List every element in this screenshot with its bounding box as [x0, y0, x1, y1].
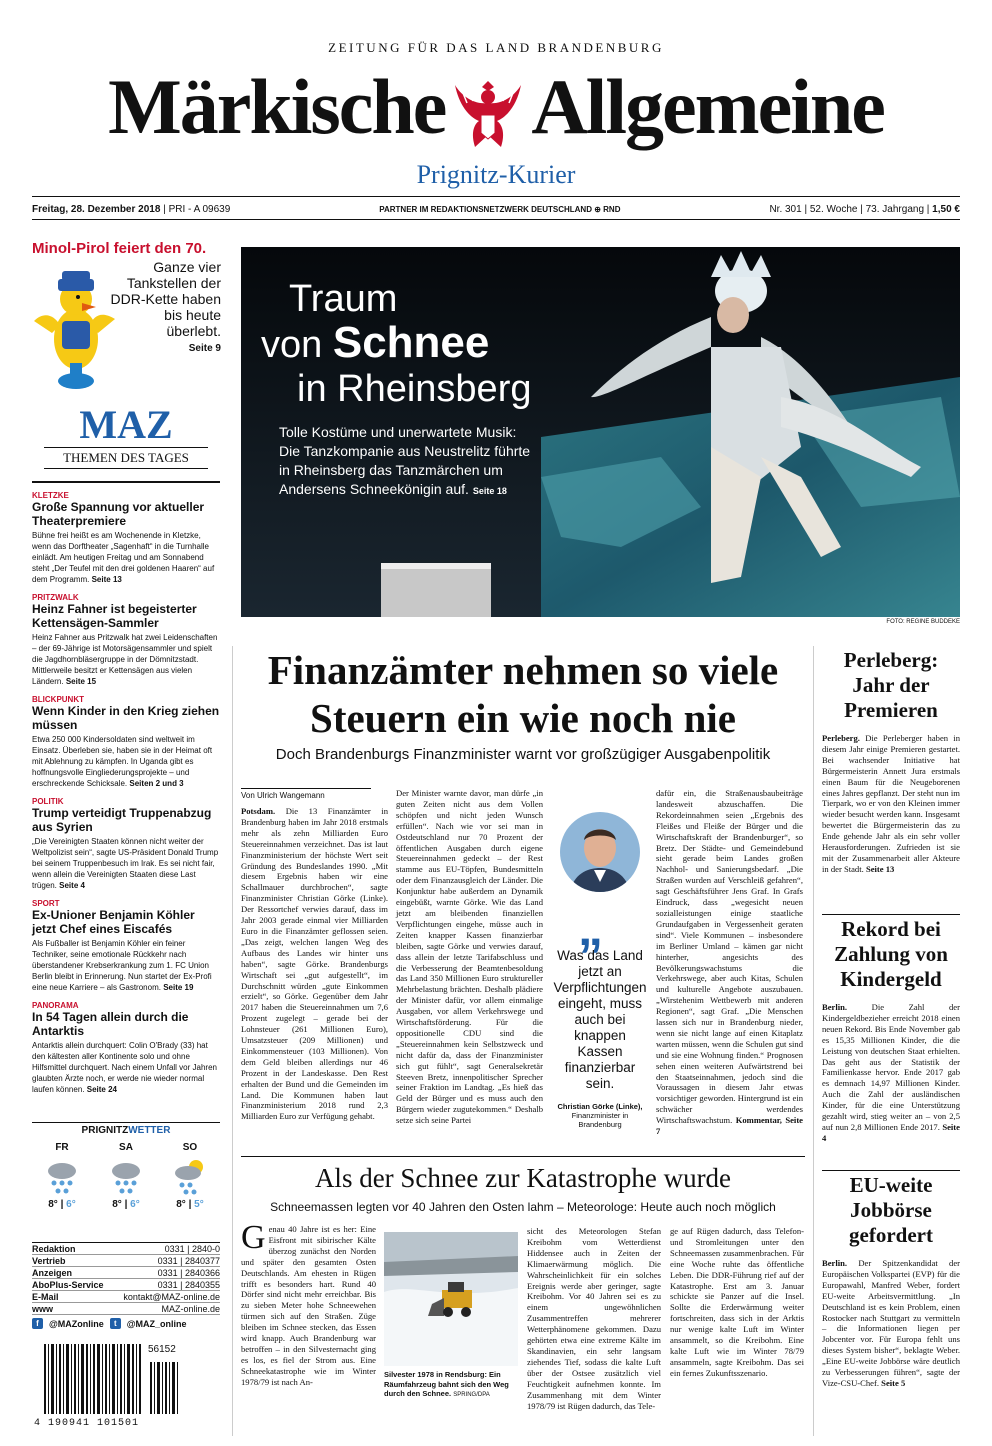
themen-rubric: BLICKPUNKT [32, 695, 84, 704]
hero-title-line3: in Rheinsberg [297, 368, 532, 410]
themen-label: THEMEN DES TAGES [44, 447, 208, 469]
themen-body: „Die Vereinigten Staaten können nicht weiter der Weltpolizist sein“, sagte US-Präsident Donald Trump bei seinem Truppenbesuch im Irak. Es sei nicht fair, wenn allein die Vereinigten Staaten diese Last trügen. Seite 4 [32, 837, 219, 890]
partner-line: PARTNER IM REDAKTIONSNETZWERK DEUTSCHLAND ⊕ RND [379, 204, 621, 214]
main-byline: Von Ulrich Wangemann [241, 788, 371, 800]
weather-temps: 8° | 5° [176, 1199, 204, 1210]
themen-item[interactable] [32, 695, 220, 789]
main-column-1: Potsdam. Die 13 Finanzämter in Brandenburg haben im Jahr 2018 erstmals mehr als zehn Milliarden Euro Steuereinnahmen verzeichnet. Das ist laut Finanzministerium der höchste Wert seit Gründung des Bundeslandes 1990. „Mit diesem Ergebnis haben wir eine Schallmauer durchbrochen“, sagte Finanzminister Christian Görke (Linke). Der Ressortchef verwies darauf, dass im Jahr 2003 gerade einmal vier Milliarden Euro in die Finanzämter geflossen seien. „Das zeigt, welchen langen Weg des Aufbaus des Landes wir hinter uns haben“, sagte Görke. Brandenburgs Wirtschaft sei „gut aufgestellt“, im Durchschnitt würden „gute Einkommen erzielt“, so Görke. Gegenüber dem Jahr 2017 haben die Steuereinnahmen um 7,6 Prozent zugelegt – gerade bei der Lohnsteuer (261 Millionen Euro), Umsatzsteuer (209 Millionen) und Einkommensteuer (103 Millionen). Von dem Geld bleiben allerdings nur 46 Prozent in der Landeskasse. Den Rest erhalten der Bund und die Gemeinden im Land. Die Kommunen haben laut Finanzministerium 2018 rund 2,3 Milliarden Euro zur Verfügung gehabt. [241, 806, 388, 1122]
contact-row[interactable]: www MAZ-online.de [32, 1304, 220, 1314]
themen-body: Antarktis allein durchquert: Colin O'Brady (33) hat den kältesten aller Kontinente solo und ohne Hilfsmittel durchquert. Nach einem Unfall vor Jahren glaubten Ärzte noch, er werde nie wieder normal laufen können. Seite 24 [32, 1041, 217, 1094]
twitter-handle[interactable]: @MAZ_online [126, 1318, 187, 1329]
masthead-title-right: Allgemeine [531, 63, 884, 150]
column-divider [813, 646, 814, 1436]
teaser-page-ref[interactable]: Seite 9 [188, 343, 221, 354]
contact-row: Anzeigen 0331 | 2840366 [32, 1268, 220, 1278]
main-subheadline: Doch Brandenburgs Finanzminister warnt vor großzügiger Ausgabenpolitik [275, 746, 771, 763]
themen-body: Bühne frei heißt es am Wochenende in Kletzke, wenn das Dorftheater „Sagenhaft“ in die Turnhalle einlädt. Am heutigen Freitag und am Sonnabend steht „Der Teufel mit den drei goldenen Haaren“ auf dem Programm. Seite 13 [32, 531, 215, 584]
divider [32, 196, 960, 197]
teaser-body [32, 257, 220, 395]
rain-cloud-icon [42, 1157, 82, 1197]
right-story-ref[interactable]: Seite 4 [822, 1121, 960, 1143]
themen-page-ref[interactable]: Seite 13 [91, 575, 122, 584]
dateline-right: Nr. 301 | 52. Woche | 73. Jahrgang | 1,50 € [769, 203, 960, 215]
masthead-title-left: Märkische [108, 63, 446, 150]
themen-list [32, 481, 220, 1095]
snow-headline[interactable]: Als der Schnee zur Katastrophe wurde [241, 1156, 805, 1194]
hero-summary: Tolle Kostüme und unerwartete Musik: Die Tanzkompanie aus Neustrelitz führte in Rheinsberg das Tanzmärchen um Andersens Schneekönigin auf. Seite 18 [279, 424, 531, 497]
main-column-4: dafür ein, die Straßenausbaubeiträge landesweit abzuschaffen. Die Rekordeinnahmen seien „Ergebnis des Fleißes und Fleiße der Bürger und die Wirtschaftskraft der Brandenburger“, so Bretz. Der Städte- und Gemeindebund sieht gerade beim Landes großen Nachhol- und Sanierungsbedarf. „Die Straßen wurden auf Verschleiß gefahren“, sagt Geschäftsführer Jens Graf. In Grafs Eindruck, dass „wegesicht neuen sozialleistungen einige staatliche Grundaufgaben in Vergessenheit geraten sind“. Viele Kommunen – insbesondere im Berliner Umland – kämen gar nicht hinterher, angesichts des Bevölkerungswachstums die Verkehrswege, aber auch Kitas, Schulen und kulturelle Angebote auszubauen. „Wirstehenim Wettbewerb mit anderen Regionen“, sagt Graf. „Die Menschen lassen sich nur in Brandenburg nieder, wenn sie nicht lange auf einen Kitaplatz warten müssen, wenn die Schulen gut sind und sie eine Wohnung finden.“ Prognosen sehen einen weiteren Aufwärtstrend bei den Staatseinnahmen, jedoch sind die Voraussagen in diesem Jahr etwas vorsichtiger geworden. Hintergrund ist ein schwächer werdendes Wirtschaftswachstum. Kommentar, Seite 7 [656, 788, 803, 1137]
masthead-tagline: ZEITUNG FÜR DAS LAND BRANDENBURG [328, 40, 664, 55]
twitter-icon: t [110, 1318, 121, 1329]
hero-page-ref[interactable]: Seite 18 [472, 486, 507, 496]
issue-year: 73. Jahrgang [865, 203, 925, 215]
dateline-left: Freitag, 28. Dezember 2018 | PRI - A 09639 [32, 203, 231, 215]
weather-temps: 8° | 6° [48, 1199, 76, 1210]
right-story-headline[interactable]: Rekord bei Zahlung von Kindergeld [834, 917, 948, 991]
minister-portrait [560, 812, 640, 892]
edition-code: PRI - A 09639 [168, 203, 231, 215]
social-links [32, 1318, 220, 1329]
hero-title-line2: von Schnee [261, 318, 490, 367]
weather-box [32, 1122, 220, 1210]
weather-day-label: FR [55, 1142, 69, 1153]
snow-plow-photo [384, 1232, 518, 1366]
minol-pirol-mascot-icon [32, 259, 117, 395]
themen-item[interactable] [32, 1001, 220, 1095]
dateline [32, 200, 960, 218]
snow-column-1: Genau 40 Jahre ist es her: Eine Eisfront mit sibirischer Kälte überzog zunächst den Norden und später den gesamten Osten Deutschlands. Am ehesten in Rügen trifft es besonders hart. Rund 40 Dörfer sind nicht mehr erreichbar. Bis zu sieben Meter hohe Schneewehen türmen sich auf den Straßen. Züge bleiben im Schnee stecken, das Essen wird knapp. Auch Brandenburg war betroffen – in den Silvesternacht ging es los, es fiel der Strom aus. Eine Schneekatastrophe wie im Winter 1978/79 ist nach An- [241, 1219, 376, 1387]
themen-item[interactable] [32, 491, 220, 585]
themen-page-ref[interactable]: Seite 4 [59, 881, 85, 890]
themen-body: Als Fußballer ist Benjamin Köhler ein feiner Techniker, seine emotionale Rückkehr nach überstandener Krebserkrankung zum 1. FC Union Berlin bleibt in Erinnerung. Nun startet der Ex-Profi eine neue Karriere – als Gastronom. Seite 19 [32, 939, 212, 992]
weather-temps: 8° | 6° [112, 1199, 140, 1210]
main-headline[interactable]: Finanzämter nehmen so viele Steuern ein wie noch nie [267, 647, 779, 741]
themen-page-ref[interactable]: Seiten 2 und 3 [129, 779, 184, 788]
column-divider [232, 646, 233, 1436]
themen-headline[interactable]: In 54 Tagen allein durch die Antarktis [32, 1010, 189, 1038]
themen-item[interactable] [32, 593, 220, 687]
snow-photo-caption: Silvester 1978 in Rendsburg: Ein Räumfahrzeug bahnt sich den Weg durch den Schnee. SPRING/DPA [384, 1370, 509, 1398]
snow-column-3: sicht des Meteorologen Stefan Kreibohm vom Wetterdienst Hiddensee auch in Zeiten der Klimaerwärmung möglich. Die Wahrscheinlichkeit für ein solches Ereignis werde aber geringer, sagte Kreibohm. Vor 40 Jahren sei es zu einem ungewöhnlichen Zusammentreffen mehrerer Wetterphänomene gekommen. Dazu gehörten etwa eine extreme Kälte im Skandinavien, ein sehr langsam ziehendes Tief, sodass die kalte Luft über der Ostsee zusätzlich viel Feuchtigkeit aufnehmen konnte. Im Zusammenhang mit dem Winter 1978/79 ist Rügen dadurch, das Tele- [527, 1226, 661, 1411]
issue-number: Nr. 301 [769, 203, 802, 215]
themen-item[interactable] [32, 899, 220, 993]
themen-rubric: KLETZKE [32, 491, 69, 500]
issue-date: Freitag, 28. Dezember 2018 [32, 203, 161, 215]
left-column [32, 240, 220, 1095]
right-story[interactable] [822, 914, 960, 1144]
barcode-supplement: 56152 [148, 1344, 176, 1355]
right-story-ref[interactable]: Seite 5 [881, 1377, 906, 1388]
facebook-icon: f [32, 1318, 43, 1329]
sun-rain-cloud-icon [170, 1157, 210, 1197]
brandenburg-eagle-icon [453, 75, 523, 155]
weather-day-label: SA [119, 1142, 133, 1153]
themen-headline[interactable]: Ex-Unioner Benjamin Köhler jetzt Chef eines Eiscafés [32, 908, 195, 936]
weather-day [160, 1142, 220, 1210]
masthead-title [0, 62, 992, 155]
themen-body: Heinz Fahner aus Pritzwalk hat zwei Leidenschaften – der 69-Jährige ist Motorsägensammler und spielt die Jagdhornbläsergruppe in der Dömnitzstadt. Mittlerweile besitzt er Kettensägen aus vielen Ländern. Seite 15 [32, 633, 218, 686]
drop-cap: G [241, 1219, 266, 1256]
photo-credit: FOTO: REGINE BUDDEKE [886, 619, 960, 625]
themen-rubric: PANORAMA [32, 1001, 79, 1010]
weather-title: PRIGNITZWETTER [32, 1122, 220, 1136]
edition-name: Prignitz-Kurier [416, 160, 576, 189]
snow-subheadline: Schneemassen legten vor 40 Jahren den Osten lahm – Meteorologe: Heute auch noch möglich [270, 1200, 776, 1214]
themen-body: Etwa 250 000 Kindersoldaten sind weltweit im Einsatz. Überleben sie, haben sie in der Heimat oft mit Ablehnung zu kämpfen. In Uganda gibt es hoffnungsvolle Eingliederungsprojekte – und erschreckende Schicksale. Seiten 2 und 3 [32, 735, 213, 788]
themen-rubric: POLITIK [32, 797, 64, 806]
contact-row: AboPlus-Service 0331 | 2840355 [32, 1280, 220, 1290]
contact-row: Redaktion 0331 | 2840-0 [32, 1244, 220, 1254]
issue-price: 1,50 € [932, 203, 960, 215]
right-story-body: Berlin. Die Zahl der Kindergeldbezieher erreicht 2018 einen neuen Rekord. Bis Ende November gab es 15,35 Millionen Kinder, die die Leistung von deutschen Staat erhielten. Das geht aus der Statistik der Familienkasse hervor. Ende 2017 gab es demnach 14,97 Millionen Kinder. Auch die Zahl der ausländischen Kinder, für die eine Unterstützung gezahlt wird, stieg weiter an – von 2,5 auf nun 2,8 Millionen Ende 2017. Seite 4 [822, 1002, 960, 1143]
snow-column-4: ge auf Rügen dadurch, dass Telefon- und Stromleitungen unter den Schneemassen zusammenbrachen. Für eine Woche ruhte das öffentliche Leben. Die DDR-Führung rief auf der Katastrophe. Erst am 3. Januar schickte sie Panzer auf die Insel. Sollte die Erderwärmung weiter fortschreiten, dass sich in der Arktis nur wenige kalte Luft im Winter ansammelt, so die Kreibohm. Eine kalte Luft wie im Winter 78/79 ansammeln, sagte Kreibohm. Das sei ein fernes Zukunftsszenario. [670, 1226, 804, 1378]
hero-feature[interactable] [241, 247, 960, 617]
issue-week: 52. Woche [809, 203, 858, 215]
themen-page-ref[interactable]: Seite 24 [86, 1085, 117, 1094]
themen-headline[interactable]: Wenn Kinder in den Krieg ziehen müssen [32, 704, 220, 732]
pull-quote: Was das Land jetzt an Verpflichtungen eingeht, muss auch bei knappen Kassen finanzierbar sein. [553, 948, 647, 1091]
weather-day [96, 1142, 156, 1210]
facebook-handle[interactable]: @MAZonline [49, 1318, 104, 1329]
themen-headline[interactable]: Heinz Fahner ist begeisterter Kettensägen-Sammler [32, 602, 197, 630]
quote-mark-icon: „ [578, 900, 603, 956]
right-story-headline[interactable]: EU-weite Jobbörse gefordert [849, 1173, 933, 1247]
right-story-body: Berlin. Der Spitzenkandidat der Europäischen Volkspartei (EVP) für die Europawahl, Manfred Weber, fordert EU-weite Arbeitsvermittlung. „In Deutschland ist es kein Problem, einen Rostocker nach Stuttgart zu vermitteln – die Informationen liegen per Jobcenter vor. Für Europa fehlt uns dieses System bisher“, beklagte Weber. „Eine EU-weite Jobbörse wäre deutlich zu Verbesserungen führen“, sagte der Vize-CSU-Chef. Seite 5 [822, 1258, 960, 1388]
contact-row[interactable]: E-Mail kontakt@MAZ-online.de [32, 1292, 220, 1302]
weather-days [32, 1142, 220, 1210]
barcode-number: 4 190941 101501 [34, 1418, 140, 1429]
contact-table [32, 1242, 220, 1315]
themen-headline[interactable]: Große Spannung vor aktueller Theaterpremiere [32, 500, 205, 528]
rain-cloud-icon [106, 1157, 146, 1197]
right-story-ref[interactable]: Seite 13 [865, 863, 895, 874]
themen-page-ref[interactable]: Seite 15 [65, 677, 97, 686]
themen-headline[interactable]: Trump verteidigt Truppenabzug aus Syrien [32, 806, 212, 834]
comment-ref[interactable]: Kommentar, Seite 7 [656, 1115, 803, 1137]
weather-day-label: SO [182, 1142, 198, 1153]
divider [32, 219, 960, 220]
teaser-text [106, 259, 221, 357]
right-story-body: Perleberg. Die Perleberger haben in diesem Jahr einige Premieren gestartet. Bei wachsender Initiative hat Bürgermeisterin Annett Jura erstmals einen Baum für die Neugeborenen eines Jahres gepflanzt. Der steht nun im Tierpark, wo er von den Kleinen immer wieder besucht werden kann. Insgesamt bewertet die Bürgermeisterin das zu Ende gehende Jahr als ein sehr voller Herausforderungen. Zufrieden ist sie mit der Zusammenarbeit aller Akteure in der Stadt. Seite 13 [822, 733, 960, 874]
right-story[interactable] [822, 648, 960, 875]
teaser-summary: Ganze vier Tankstellen der DDR-Kette haben bis heute überlebt. [110, 259, 221, 339]
themen-rubric: SPORT [32, 899, 60, 908]
themen-rubric: PRITZWALK [32, 593, 79, 602]
themen-page-ref[interactable]: Seite 19 [163, 983, 194, 992]
right-story-headline[interactable]: Perleberg: Jahr der Premieren [843, 648, 939, 722]
themen-item[interactable] [32, 797, 220, 891]
hero-title-line1: Traum [289, 278, 398, 320]
quote-source: Christian Görke (Linke), Finanzminister in Brandenburg [557, 1102, 643, 1129]
contact-row: Vertrieb 0331 | 2840377 [32, 1256, 220, 1266]
maz-logo: MAZ [79, 402, 173, 447]
main-column-2: Der Minister warnte davor, man dürfe „in guten Zeiten nicht aus dem Vollen schöpfen und nicht jeden Wunsch erfüllen“. Nach wie vor sei man in Ostdeutschland nur 70 Prozent der öffentlichen Ausgaben durch eigene Steuereinnahmen gedeckt – der Rest stamme aus EU-Töpfen, Bundesmitteln oder dem Finanzausgleich der Länder. Die Konjunktur habe außerdem an Dynamik eingebüßt, warnte Görke. Wie das Land jetzt am bleibenden finanziellen Verpflichtungen eingehe, müsse auch in Zeiten knapper Kassen finanzierbar bleiben, sagte Görke und verwies darauf, dass allein der letzte Tarifabschluss und die Verbesserung der Beamtenbesoldung das Land 350 Millionen Euro struktureller Mehrbelastung brächten. Deshalb plädiere der Minister dafür, vor allem einmalige Ausgaben, vor allem Verkehrswege und Wirtschaftsförderung. Für die oppositionelle CDU sind die „Steuereinnahmen kein Selbstzweck und nicht dafür da, dass der Finanzminister sich gut fühlt“, sagt Generalsekretär Steeven Bretz, innenpolitischer Sprecher seiner Fraktion im Landtag. „Es hieß das Geld der Bürger und es muss auch den Bürgern wieder zugutekommen.“ Deshalb setze sich seine Partei [396, 788, 543, 1126]
weather-day [32, 1142, 92, 1210]
hero-title [261, 277, 531, 411]
teaser-title[interactable]: Minol-Pirol feiert den 70. [32, 240, 207, 257]
right-story[interactable] [822, 1170, 960, 1389]
